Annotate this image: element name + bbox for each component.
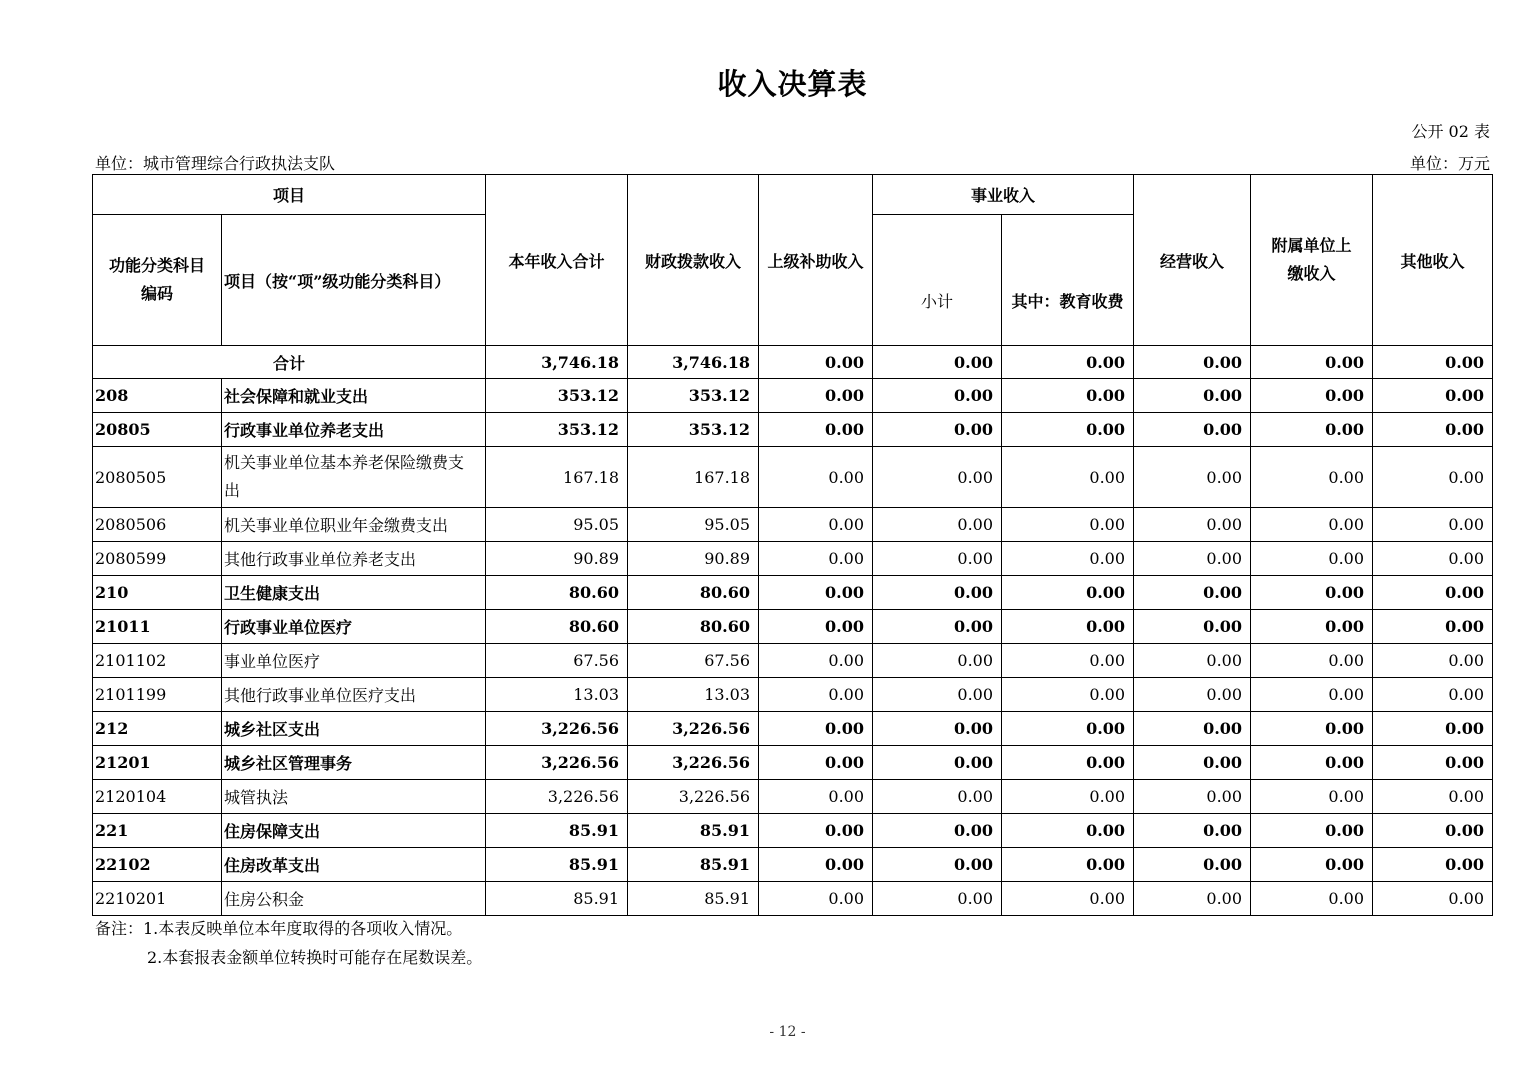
cell-value: 0.00 [1002, 379, 1134, 413]
func-code-cell: 2120104 [93, 780, 222, 814]
cell-value: 0.00 [759, 712, 873, 746]
cell-value: 0.00 [1002, 508, 1134, 542]
total-label: 合计 [93, 346, 486, 379]
cell-value: 0.00 [1251, 346, 1373, 379]
cell-value: 0.00 [873, 413, 1002, 447]
cell-value: 0.00 [1251, 542, 1373, 576]
func-code-cell: 2080506 [93, 508, 222, 542]
cell-value: 0.00 [1251, 882, 1373, 916]
project-name-cell: 其他行政事业单位医疗支出 [222, 678, 486, 712]
cell-value: 0.00 [1373, 413, 1493, 447]
cell-value: 0.00 [759, 610, 873, 644]
cell-value: 0.00 [1134, 379, 1251, 413]
notes [95, 914, 482, 972]
cell-value: 80.60 [628, 576, 759, 610]
cell-value: 0.00 [1134, 746, 1251, 780]
cell-value: 85.91 [628, 814, 759, 848]
cell-value: 0.00 [1373, 780, 1493, 814]
cell-value: 80.60 [486, 610, 628, 644]
cell-value: 0.00 [1134, 780, 1251, 814]
cell-value: 0.00 [1134, 712, 1251, 746]
cell-value: 85.91 [628, 848, 759, 882]
cell-value: 0.00 [1002, 610, 1134, 644]
cell-value: 353.12 [486, 379, 628, 413]
cell-value: 3,226.56 [628, 746, 759, 780]
cell-value: 0.00 [1251, 746, 1373, 780]
cell-value: 85.91 [628, 882, 759, 916]
project-name-cell: 住房保障支出 [222, 814, 486, 848]
header-project-group: 项目 [93, 175, 486, 215]
form-number: 公开 02 表 [1411, 122, 1490, 141]
cell-value: 0.00 [1373, 576, 1493, 610]
table-row [93, 576, 1493, 610]
cell-value: 85.91 [486, 882, 628, 916]
table-row [93, 848, 1493, 882]
cell-value: 0.00 [1251, 780, 1373, 814]
cell-value: 3,226.56 [628, 780, 759, 814]
cell-value: 0.00 [759, 644, 873, 678]
cell-value: 0.00 [1251, 508, 1373, 542]
table-row [93, 712, 1493, 746]
cell-value: 0.00 [1002, 542, 1134, 576]
cell-value: 0.00 [873, 346, 1002, 379]
header-total-income: 本年收入合计 [486, 175, 628, 346]
cell-value: 0.00 [1002, 447, 1134, 508]
header-other: 其他收入 [1373, 175, 1493, 346]
cell-value: 0.00 [759, 780, 873, 814]
cell-value: 0.00 [1134, 848, 1251, 882]
cell-value: 0.00 [1002, 746, 1134, 780]
cell-value: 0.00 [1251, 712, 1373, 746]
table-row [93, 413, 1493, 447]
cell-value: 0.00 [1251, 610, 1373, 644]
cell-value: 0.00 [873, 814, 1002, 848]
header-operating: 经营收入 [1134, 175, 1251, 346]
cell-value: 67.56 [628, 644, 759, 678]
table-row [93, 508, 1493, 542]
cell-value: 0.00 [1373, 542, 1493, 576]
project-name-cell: 住房公积金 [222, 882, 486, 916]
cell-value: 3,226.56 [486, 746, 628, 780]
cell-value: 0.00 [1373, 379, 1493, 413]
project-name-cell: 城乡社区支出 [222, 712, 486, 746]
cell-value: 0.00 [759, 746, 873, 780]
cell-value: 0.00 [1373, 678, 1493, 712]
project-name-cell: 行政事业单位医疗 [222, 610, 486, 644]
cell-value: 0.00 [1134, 610, 1251, 644]
cell-value: 0.00 [1002, 644, 1134, 678]
func-code-cell: 212 [93, 712, 222, 746]
income-table [92, 174, 1493, 916]
page-number: - 12 - [769, 1024, 806, 1040]
project-name-cell: 住房改革支出 [222, 848, 486, 882]
cell-value: 0.00 [1373, 447, 1493, 508]
func-code-cell: 21011 [93, 610, 222, 644]
cell-value: 0.00 [1373, 712, 1493, 746]
cell-value: 0.00 [1251, 447, 1373, 508]
currency-unit: 单位：万元 [1409, 154, 1490, 173]
func-code-cell: 221 [93, 814, 222, 848]
cell-value: 0.00 [759, 576, 873, 610]
func-code-cell: 2210201 [93, 882, 222, 916]
total-row [93, 346, 1493, 379]
cell-value: 353.12 [486, 413, 628, 447]
cell-value: 0.00 [759, 447, 873, 508]
func-code-cell: 208 [93, 379, 222, 413]
reporting-unit: 单位：城市管理综合行政执法支队 [95, 154, 336, 173]
func-code-cell: 21201 [93, 746, 222, 780]
project-name-cell: 卫生健康支出 [222, 576, 486, 610]
note-line-1: 备注：1.本表反映单位本年度取得的各项收入情况。 [95, 919, 463, 938]
header-func-code: 功能分类科目编码 [93, 215, 222, 346]
func-code-cell: 210 [93, 576, 222, 610]
func-code-cell: 2101199 [93, 678, 222, 712]
cell-value: 0.00 [873, 542, 1002, 576]
cell-value: 95.05 [486, 508, 628, 542]
project-name-cell: 其他行政事业单位养老支出 [222, 542, 486, 576]
header-fiscal: 财政拨款收入 [628, 175, 759, 346]
cell-value: 0.00 [1373, 346, 1493, 379]
cell-value: 0.00 [1002, 678, 1134, 712]
cell-value: 0.00 [873, 379, 1002, 413]
table-row [93, 542, 1493, 576]
cell-value: 90.89 [486, 542, 628, 576]
cell-value: 0.00 [1373, 814, 1493, 848]
header-project-name: 项目（按“项”级功能分类科目） [222, 215, 486, 346]
cell-value: 353.12 [628, 413, 759, 447]
cell-value: 167.18 [628, 447, 759, 508]
header-affiliated: 附属单位上缴收入 [1251, 175, 1373, 346]
func-code-cell: 2080505 [93, 447, 222, 508]
table-row [93, 746, 1493, 780]
cell-value: 0.00 [759, 848, 873, 882]
cell-value: 0.00 [759, 508, 873, 542]
cell-value: 0.00 [1373, 644, 1493, 678]
cell-value: 0.00 [1002, 576, 1134, 610]
project-name-cell: 社会保障和就业支出 [222, 379, 486, 413]
cell-value: 0.00 [1373, 746, 1493, 780]
cell-value: 0.00 [873, 678, 1002, 712]
cell-value: 0.00 [1002, 712, 1134, 746]
cell-value: 0.00 [1002, 346, 1134, 379]
note-line-2: 2.本套报表金额单位转换时可能存在尾数误差。 [147, 948, 483, 967]
header-subtotal: 小计 [873, 215, 1002, 346]
cell-value: 0.00 [1251, 379, 1373, 413]
cell-value: 13.03 [486, 678, 628, 712]
project-name-cell: 机关事业单位基本养老保险缴费支出 [222, 447, 486, 508]
page-title: 收入决算表 [717, 67, 868, 101]
cell-value: 85.91 [486, 814, 628, 848]
cell-value: 0.00 [873, 576, 1002, 610]
cell-value: 0.00 [1002, 882, 1134, 916]
func-code-cell: 20805 [93, 413, 222, 447]
project-name-cell: 事业单位医疗 [222, 644, 486, 678]
cell-value: 167.18 [486, 447, 628, 508]
cell-value: 3,226.56 [628, 712, 759, 746]
cell-value: 0.00 [873, 780, 1002, 814]
cell-value: 0.00 [1373, 610, 1493, 644]
cell-value: 0.00 [1134, 508, 1251, 542]
table-row [93, 610, 1493, 644]
cell-value: 0.00 [873, 848, 1002, 882]
cell-value: 80.60 [486, 576, 628, 610]
cell-value: 85.91 [486, 848, 628, 882]
func-code-cell: 2080599 [93, 542, 222, 576]
cell-value: 0.00 [1251, 644, 1373, 678]
cell-value: 95.05 [628, 508, 759, 542]
cell-value: 0.00 [1134, 644, 1251, 678]
table-row [93, 379, 1493, 413]
cell-value: 0.00 [1251, 576, 1373, 610]
project-name-cell: 城乡社区管理事务 [222, 746, 486, 780]
cell-value: 0.00 [1134, 413, 1251, 447]
cell-value: 0.00 [1134, 346, 1251, 379]
table-row [93, 644, 1493, 678]
cell-value: 0.00 [873, 610, 1002, 644]
project-name-cell: 机关事业单位职业年金缴费支出 [222, 508, 486, 542]
cell-value: 0.00 [1002, 848, 1134, 882]
header-business-group: 事业收入 [873, 175, 1134, 215]
table-row [93, 447, 1493, 508]
project-name-cell: 城管执法 [222, 780, 486, 814]
cell-value: 0.00 [759, 814, 873, 848]
cell-value: 0.00 [759, 678, 873, 712]
table-row [93, 882, 1493, 916]
cell-value: 353.12 [628, 379, 759, 413]
cell-value: 0.00 [1002, 413, 1134, 447]
cell-value: 13.03 [628, 678, 759, 712]
func-code-cell: 2101102 [93, 644, 222, 678]
cell-value: 0.00 [1251, 678, 1373, 712]
cell-value: 0.00 [1251, 848, 1373, 882]
cell-value: 0.00 [759, 346, 873, 379]
cell-value: 67.56 [486, 644, 628, 678]
header-superior: 上级补助收入 [759, 175, 873, 346]
cell-value: 0.00 [873, 644, 1002, 678]
cell-value: 0.00 [873, 746, 1002, 780]
table-row [93, 678, 1493, 712]
cell-value: 0.00 [1134, 678, 1251, 712]
header-education: 其中：教育收费 [1002, 215, 1134, 346]
cell-value: 0.00 [1002, 814, 1134, 848]
cell-value: 0.00 [873, 508, 1002, 542]
cell-value: 0.00 [759, 882, 873, 916]
cell-value: 0.00 [873, 447, 1002, 508]
cell-value: 0.00 [1373, 848, 1493, 882]
cell-value: 0.00 [759, 413, 873, 447]
cell-value: 3,746.18 [486, 346, 628, 379]
cell-value: 3,746.18 [628, 346, 759, 379]
cell-value: 0.00 [1134, 576, 1251, 610]
cell-value: 90.89 [628, 542, 759, 576]
cell-value: 0.00 [1002, 780, 1134, 814]
cell-value: 0.00 [1134, 814, 1251, 848]
table-row [93, 780, 1493, 814]
table-row [93, 814, 1493, 848]
project-name-cell: 行政事业单位养老支出 [222, 413, 486, 447]
func-code-cell: 22102 [93, 848, 222, 882]
cell-value: 80.60 [628, 610, 759, 644]
cell-value: 0.00 [759, 542, 873, 576]
cell-value: 0.00 [759, 379, 873, 413]
cell-value: 0.00 [873, 882, 1002, 916]
cell-value: 0.00 [1373, 882, 1493, 916]
cell-value: 0.00 [1373, 508, 1493, 542]
cell-value: 0.00 [1251, 814, 1373, 848]
cell-value: 0.00 [1134, 542, 1251, 576]
cell-value: 0.00 [1251, 413, 1373, 447]
cell-value: 0.00 [873, 712, 1002, 746]
cell-value: 0.00 [1134, 882, 1251, 916]
cell-value: 0.00 [1134, 447, 1251, 508]
cell-value: 3,226.56 [486, 712, 628, 746]
cell-value: 3,226.56 [486, 780, 628, 814]
